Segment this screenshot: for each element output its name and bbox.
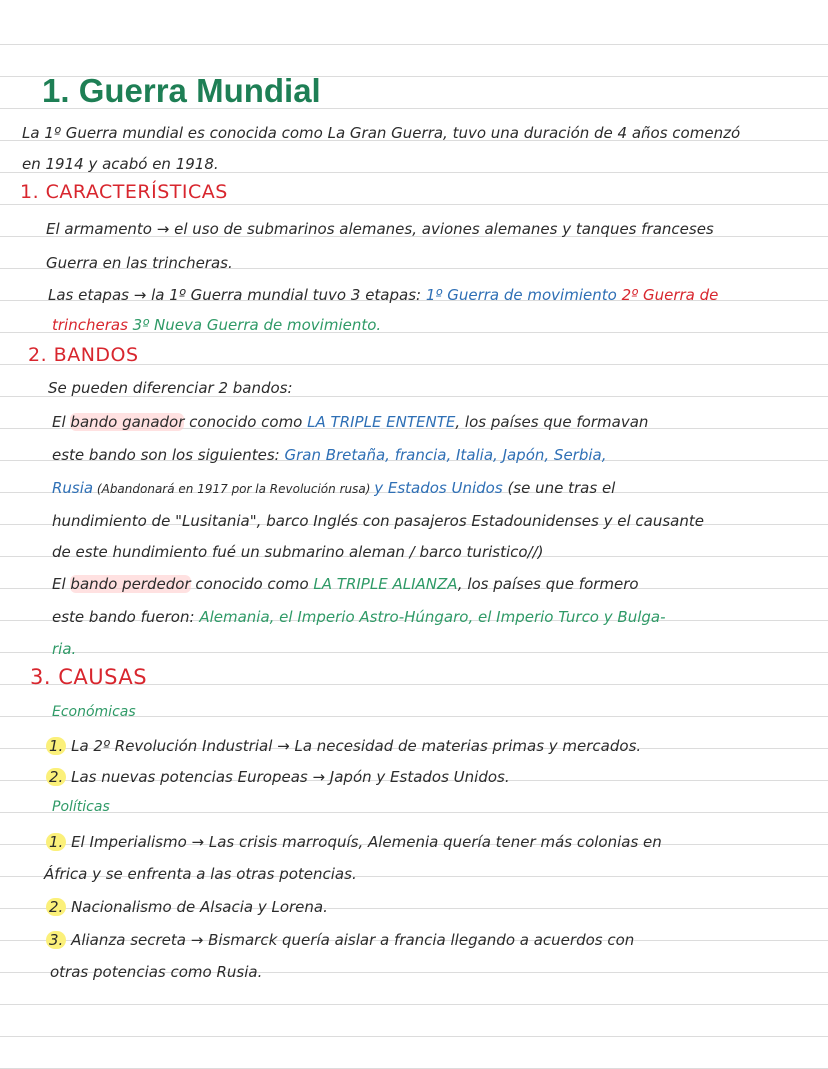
bandos-line-1: Se pueden diferenciar 2 bandos: (48, 379, 293, 397)
economic-cause-1-number: 1. (46, 737, 66, 755)
text-fragment: conocido como (190, 575, 314, 593)
political-cause-1-cont: África y se enfrenta a las otras potencias. (44, 865, 357, 883)
stage-1: 1º Guerra de movimiento (425, 286, 622, 304)
political-cause-1-number: 1. (46, 833, 66, 851)
stages-intro: Las etapas → la 1º Guerra mundial tuvo 3 etapas: (48, 286, 426, 304)
characteristics-line-4 (52, 314, 381, 336)
united-states: y Estados Unidos (374, 479, 503, 497)
bandos-line-4 (52, 477, 615, 500)
section-heading-causas: 3. CAUSAS (30, 665, 148, 689)
bandos-line-2 (52, 411, 648, 433)
section-heading-caracteristicas: 1. CARACTERÍSTICAS (20, 181, 228, 203)
stage-2-cont: trincheras (52, 316, 133, 334)
bandos-line-9: ria. (52, 640, 77, 658)
text-fragment: , los países que formavan (455, 413, 649, 431)
text-fragment: El (52, 413, 71, 431)
economic-causes-label: Económicas (52, 704, 136, 720)
political-cause-3 (46, 929, 634, 951)
winning-side-highlight: bando ganador (70, 413, 185, 431)
section-heading-bandos: 2. BANDOS (28, 344, 139, 366)
intro-line-2: en 1914 y acabó en 1918. (22, 155, 219, 173)
political-cause-3-number: 3. (46, 931, 66, 949)
text-fragment: este bando son los siguientes: (52, 446, 285, 464)
text-fragment: El Imperialismo → Las crisis marroquís, Alemenia quería tener más colonias en (66, 833, 662, 851)
intro-line-1: La 1º Guerra mundial es conocida como La Gran Guerra, tuvo una duración de 4 años comenzó (22, 124, 741, 142)
triple-alianza: LA TRIPLE ALIANZA (313, 575, 458, 593)
text-fragment: conocido como (184, 413, 308, 431)
economic-cause-2 (46, 766, 510, 788)
stage-3: 3º Nueva Guerra de movimiento. (132, 316, 382, 334)
economic-cause-1 (46, 735, 641, 757)
political-causes-label: Políticas (52, 799, 110, 815)
political-cause-2 (46, 896, 328, 918)
characteristics-line-2: Guerra en las trincheras. (46, 254, 233, 272)
political-cause-1 (46, 831, 662, 853)
economic-cause-2-number: 2. (46, 768, 66, 786)
bandos-line-6: de este hundimiento fué un submarino aleman / barco turistico//) (52, 543, 544, 561)
page-title: 1. Guerra Mundial (42, 72, 321, 109)
text-fragment: Nacionalismo de Alsacia y Lorena. (66, 898, 328, 916)
bandos-line-8 (52, 606, 666, 628)
text-fragment: El (52, 575, 71, 593)
text-fragment: (se une tras el (502, 479, 616, 497)
entente-countries: Gran Bretaña, francia, Italia, Japón, Serbia, (284, 446, 607, 464)
bandos-line-7 (52, 573, 639, 595)
alliance-countries: Alemania, el Imperio Astro-Húngaro, el Imperio Turco y Bulga- (199, 608, 666, 626)
losing-side-highlight: bando perdedor (70, 575, 191, 593)
stage-2: 2º Guerra de (621, 286, 719, 304)
text-fragment: , los países que formero (457, 575, 639, 593)
text-fragment: La 2º Revolución Industrial → La necesidad de materias primas y mercados. (66, 737, 642, 755)
text-fragment: Alianza secreta → Bismarck quería aislar a francia llegando a acuerdos con (66, 931, 635, 949)
bandos-line-3 (52, 444, 607, 466)
russia: Rusia (52, 479, 94, 497)
bandos-line-5: hundimiento de "Lusitania", barco Inglés con pasajeros Estadounidenses y el causante (52, 512, 704, 530)
triple-entente: LA TRIPLE ENTENTE (307, 413, 456, 431)
characteristics-line-1: El armamento → el uso de submarinos alemanes, aviones alemanes y tanques franceses (46, 220, 714, 238)
text-fragment: este bando fueron: (52, 608, 200, 626)
political-cause-3-cont: otras potencias como Rusia. (50, 963, 263, 981)
political-cause-2-number: 2. (46, 898, 66, 916)
text-fragment: Las nuevas potencias Europeas → Japón y Estados Unidos. (66, 768, 510, 786)
text-fragment: (Abandonará en 1917 por la Revolución rusa) (93, 482, 375, 496)
characteristics-line-3 (48, 284, 718, 306)
